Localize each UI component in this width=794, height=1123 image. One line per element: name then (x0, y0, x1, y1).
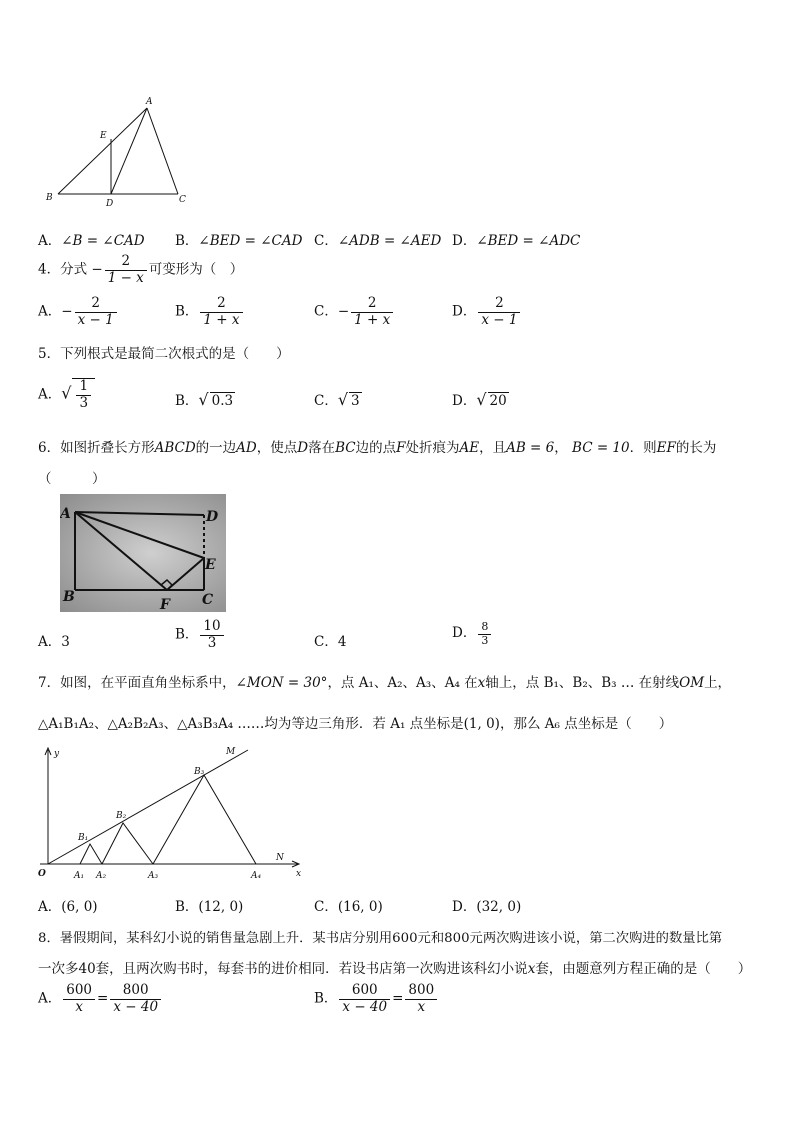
q4-fraction: $\frac{2}{1 - x}$ (105, 254, 147, 286)
label-d: D (106, 199, 114, 207)
label-f: F (160, 597, 170, 612)
label-a3: A₃ (148, 871, 159, 881)
q3-option-c[interactable]: C．∠ADB = ∠AED (314, 233, 442, 249)
side-ad (75, 512, 204, 515)
q7-option-a[interactable]: A．(6, 0) (38, 899, 98, 915)
label-o: O (38, 869, 46, 879)
q4-option-c[interactable]: C．− $\frac{2}{1 + x}$ (314, 296, 395, 328)
triangle-1 (80, 844, 102, 864)
fold-line-ae (75, 512, 204, 558)
label-a: A (146, 97, 153, 107)
side-ac (147, 108, 178, 194)
q8-option-a[interactable]: A． $\frac{600}{x}$ = $\frac{800}{x - 40}$ (38, 983, 163, 1015)
q7-option-d[interactable]: D．(32, 0) (452, 899, 522, 915)
q6-option-b[interactable]: B． $\frac{10}{3}$ (175, 619, 226, 651)
q7-option-b[interactable]: B．(12, 0) (175, 899, 244, 915)
triangle-3 (153, 775, 256, 864)
label-b1: B₁ (78, 833, 89, 843)
side-ab (58, 108, 147, 194)
label-m: M (226, 747, 236, 757)
q5-option-c[interactable]: C．√ 3 (314, 390, 360, 409)
q7-stem-line2: △A₁B₁A₂、△A₂B₂A₃、△A₃B₃A₄ ……均为等边三角形．若 A₁ 点坐标是(1, 0)，那么 A₆ 点坐标是（ ） (38, 716, 673, 732)
q5-option-d[interactable]: D．√ 20 (452, 390, 507, 409)
label-a: A (60, 506, 71, 522)
label-c: C (202, 592, 214, 608)
q5-stem: 5．下列根式是最简二次根式的是（ ） (38, 346, 290, 362)
label-b: B (46, 193, 53, 203)
label-e: E (100, 131, 107, 141)
q4-option-d[interactable]: D． $\frac{2}{x - 1}$ (452, 296, 522, 328)
label-e: E (205, 557, 216, 573)
segment-ad (111, 108, 147, 194)
q6-answer-paren: （ ） (38, 471, 106, 487)
q8-stem-line2: 一次多40套，且两次购书时，每套书的进价相同．若设书店第一次购进该科幻小说x套，由题意列方程正确的是（ ） (38, 961, 752, 977)
q3-option-a[interactable]: A．∠B = ∠CAD (38, 233, 145, 249)
label-a2: A₂ (96, 871, 107, 881)
q4-option-a[interactable]: A．− $\frac{2}{x - 1}$ (38, 296, 119, 328)
q7-stem-line1: 7．如图，在平面直角坐标系中，∠MON = 30°，点 A₁、A₂、A₃、A₄ 在x轴上，点 B₁、B₂、B₃ … 在射线OM上， (38, 675, 732, 691)
label-d: D (206, 509, 219, 525)
label-a1: A₁ (74, 871, 85, 881)
q5-option-a[interactable]: A．√ $\frac{1}{3}$ (38, 378, 95, 411)
label-b3: B₃ (194, 767, 205, 777)
ray-om (48, 750, 248, 864)
label-y: y (54, 749, 60, 759)
label-b: B (63, 589, 75, 605)
q8-option-b[interactable]: B． $\frac{600}{x - 40}$ = $\frac{800}{x}$ (314, 983, 439, 1015)
q3-option-b[interactable]: B．∠BED = ∠CAD (175, 233, 303, 249)
q7-coordinate-figure (36, 744, 312, 886)
q6-option-c[interactable]: C．4 (314, 634, 347, 650)
q8-stem-line1: 8．暑假期间，某科幻小说的销售量急剧上升．某书店分别用600元和800元两次购进该小说，第二次购进的数量比第 (38, 931, 723, 946)
q5-option-b[interactable]: B．√ 0.3 (175, 390, 234, 409)
label-x: x (296, 869, 302, 879)
q6-option-d[interactable]: D． $\frac{8}{3}$ (452, 621, 493, 647)
label-n: N (276, 853, 284, 863)
q3-triangle-figure (40, 92, 200, 207)
label-b2: B₂ (116, 811, 127, 821)
q4-option-b[interactable]: B． $\frac{2}{1 + x}$ (175, 296, 245, 328)
q6-stem: 6．如图折叠长方形ABCD的一边AD，使点D落在BC边的点F处折痕为AE，且AB = 6， BC = 10．则EF的长为 (38, 440, 717, 456)
q7-option-c[interactable]: C．(16, 0) (314, 899, 383, 915)
segment-af (75, 512, 167, 590)
q6-folded-rectangle-photo (60, 494, 226, 612)
q3-option-d[interactable]: D．∠BED = ∠ADC (452, 233, 581, 249)
q4-stem: 4．分式 − $\frac{2}{1 - x}$ 可变形为（ ） (38, 253, 244, 286)
label-a4: A₄ (251, 871, 262, 881)
q6-option-a[interactable]: A．3 (38, 634, 70, 650)
q6-figure (60, 494, 226, 612)
label-c: C (179, 195, 186, 205)
